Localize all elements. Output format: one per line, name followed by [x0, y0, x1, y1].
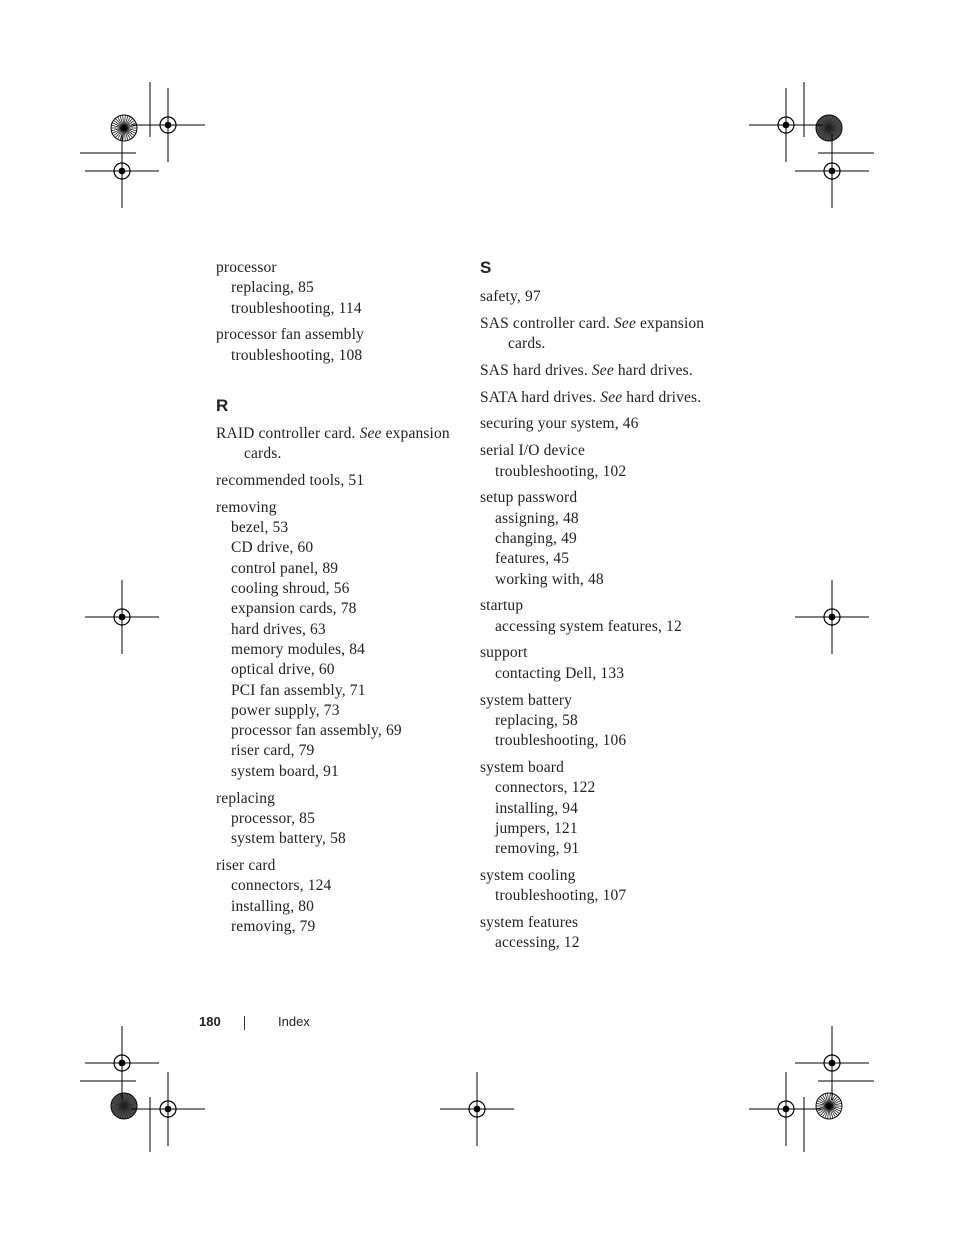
index-term: processor fan assembly — [216, 326, 364, 344]
index-subentry: connectors, 122 — [495, 779, 596, 797]
index-subentry: troubleshooting, 107 — [495, 887, 627, 905]
index-term: setup password — [480, 489, 578, 507]
index-subentry: removing, 79 — [231, 917, 316, 935]
index-subentry: processor, 85 — [231, 809, 315, 827]
index-subentry: CD drive, 60 — [231, 539, 314, 557]
index-term: system features — [480, 914, 579, 932]
index-subentry: expansion cards, 78 — [231, 600, 357, 618]
index-term: support — [480, 644, 528, 662]
see-reference: See — [600, 388, 623, 406]
see-reference: See — [359, 424, 382, 442]
page-number: 180 — [199, 1014, 221, 1029]
index-subentry: assigning, 48 — [495, 509, 579, 527]
see-target: hard drives. — [613, 361, 693, 379]
index-term: startup — [480, 597, 524, 615]
letter-heading-s: S — [480, 258, 492, 277]
see-target: hard drives. — [622, 388, 702, 406]
index-term: system board — [480, 758, 565, 776]
index-term: recommended tools, 51 — [216, 472, 365, 490]
index-subentry: accessing system features, 12 — [495, 617, 682, 635]
index-subentry: riser card, 79 — [231, 742, 315, 760]
see-target: expansion cards. — [508, 314, 705, 353]
index-subentry: troubleshooting, 114 — [231, 299, 362, 317]
index-subentry: replacing, 85 — [231, 279, 314, 297]
see-reference: See — [614, 314, 636, 332]
index-subentry: removing, 91 — [495, 840, 580, 858]
index-term: removing — [216, 498, 277, 516]
index-subentry: installing, 94 — [495, 799, 579, 817]
see-target: expansion cards. — [244, 424, 450, 463]
index-term-text: SATA hard drives. — [480, 388, 601, 406]
index-subentry: memory modules, 84 — [231, 640, 366, 658]
index-term: securing your system, 46 — [480, 415, 639, 433]
index-subentry: power supply, 73 — [231, 701, 340, 719]
index-subentry: bezel, 53 — [231, 519, 289, 537]
index-subentry: cooling shroud, 56 — [231, 580, 350, 598]
index-subentry: system board, 91 — [231, 762, 339, 780]
index-term-text: SAS hard drives. — [480, 361, 592, 379]
index-subentry: features, 45 — [495, 550, 570, 568]
index-term: system battery — [480, 691, 573, 709]
index-subentry: troubleshooting, 106 — [495, 732, 627, 750]
index-term: serial I/O device — [480, 442, 585, 460]
index-subentry: replacing, 58 — [495, 711, 578, 729]
index-term: system cooling — [480, 866, 576, 884]
index-subentry: working with, 48 — [495, 570, 604, 588]
index-subentry: connectors, 124 — [231, 877, 332, 895]
index-subentry: hard drives, 63 — [231, 620, 326, 638]
index-subentry: contacting Dell, 133 — [495, 664, 625, 682]
index-term-text: RAID controller card. — [216, 424, 360, 442]
index-term: safety, 97 — [480, 288, 541, 305]
index-subentry: installing, 80 — [231, 897, 315, 915]
index-subentry: changing, 49 — [495, 529, 577, 547]
index-term-text: SAS controller card. — [480, 314, 615, 332]
index-subentry: troubleshooting, 102 — [495, 462, 627, 480]
index-term: riser card — [216, 856, 276, 874]
letter-heading-r: R — [216, 395, 229, 415]
see-reference: See — [591, 361, 614, 379]
index-subentry: accessing, 12 — [495, 934, 580, 952]
footer-section-title: Index — [278, 1014, 310, 1029]
index-subentry: PCI fan assembly, 71 — [231, 681, 366, 699]
index-subentry: troubleshooting, 108 — [231, 346, 363, 364]
index-subentry: jumpers, 121 — [495, 819, 578, 837]
index-subentry: control panel, 89 — [231, 559, 339, 577]
index-subentry: optical drive, 60 — [231, 661, 335, 679]
index-subentry: processor fan assembly, 69 — [231, 722, 402, 740]
index-term: processor — [216, 259, 277, 276]
index-term: replacing — [216, 789, 276, 807]
index-subentry: system battery, 58 — [231, 830, 346, 848]
